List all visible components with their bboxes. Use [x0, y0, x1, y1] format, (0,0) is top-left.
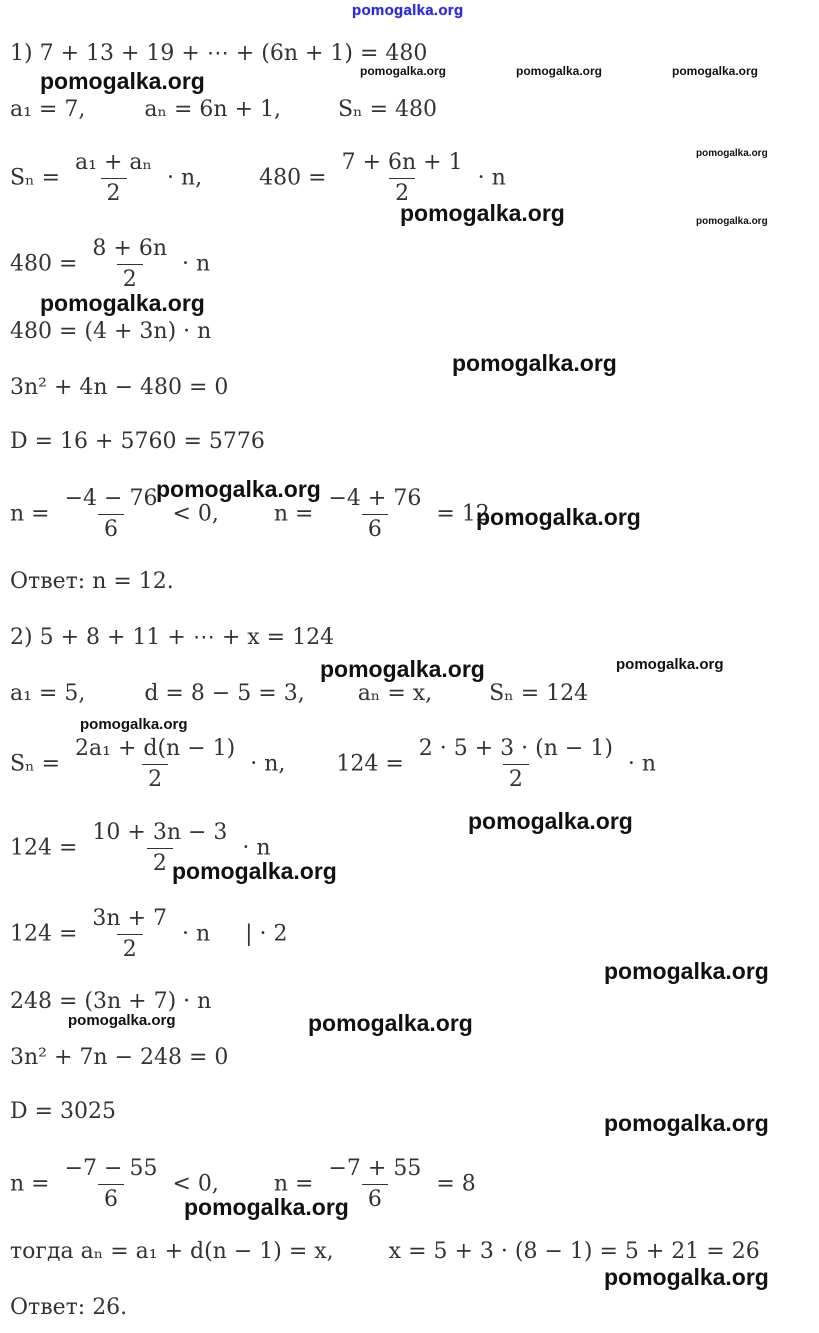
- formula-tail: · n,: [167, 165, 203, 191]
- given-an: aₙ = 6n + 1,: [144, 97, 281, 122]
- fraction-numerator: a₁ + aₙ: [75, 150, 153, 175]
- part2-step4: 248 = (3n + 7) · n: [10, 989, 212, 1014]
- root1-tail: < 0,: [172, 501, 219, 527]
- fraction-numerator: 10 + 3n − 3: [92, 820, 228, 845]
- part1-problem: 1) 7 + 13 + 19 + ⋯ + (6n + 1) = 480: [10, 41, 428, 66]
- fraction-denominator: 2: [142, 764, 168, 793]
- fraction-numerator: −4 + 76: [328, 486, 422, 511]
- root1-fraction: [59, 1156, 164, 1213]
- formula-lhs: Sₙ =: [10, 165, 61, 191]
- fraction-numerator: 2 · 5 + 3 · (n − 1): [418, 736, 613, 761]
- fraction-numerator: −7 + 55: [328, 1156, 422, 1181]
- root2-tail: = 12: [436, 501, 490, 527]
- fraction-numerator: 7 + 6n + 1: [341, 150, 463, 175]
- watermark-text: pomogalka.org: [172, 858, 337, 884]
- fraction-denominator: 2: [117, 934, 143, 963]
- watermark-text: pomogalka.org: [452, 350, 617, 376]
- part2-problem: 2) 5 + 8 + 11 + ⋯ + x = 124: [10, 625, 335, 650]
- part1-given: [10, 96, 437, 124]
- subst-tail: · n: [477, 165, 506, 191]
- part2-step5: 3n² + 7n − 248 = 0: [10, 1045, 229, 1070]
- given-a1: a₁ = 7,: [10, 97, 86, 122]
- watermark-text: pomogalka.org: [476, 504, 641, 530]
- part2-discriminant: D = 3025: [10, 1099, 117, 1124]
- fraction-denominator: 2: [147, 848, 173, 877]
- root-lhs: n =: [273, 501, 314, 527]
- fraction-numerator: 8 + 6n: [92, 236, 168, 261]
- root2-fraction: [323, 486, 428, 543]
- watermark-text: pomogalka.org: [360, 64, 447, 78]
- calc-expression: x = 5 + 3 · (8 − 1) = 5 + 21 = 26: [388, 1239, 760, 1264]
- fraction-denominator: 6: [98, 514, 124, 543]
- watermark-text: pomogalka.org: [308, 1010, 473, 1036]
- given-d: d = 8 − 5 = 3,: [144, 681, 305, 706]
- fraction-numerator: −7 − 55: [64, 1156, 158, 1181]
- root-lhs: n =: [10, 501, 50, 527]
- part2-given: [10, 680, 588, 708]
- watermark-text: pomogalka.org: [516, 64, 603, 78]
- given-sn: Sₙ = 480: [338, 97, 437, 122]
- subst-fraction: [336, 150, 469, 207]
- subst-lhs: 124 =: [336, 751, 404, 777]
- root1-fraction: [59, 486, 164, 543]
- part2-then: [10, 1238, 760, 1266]
- watermark-text: pomogalka.org: [156, 476, 321, 502]
- part1-answer: Ответ: n = 12.: [10, 569, 174, 594]
- subst-tail: · n: [627, 751, 657, 777]
- part1-step2: [10, 236, 210, 293]
- watermark-text: pomogalka.org: [696, 148, 768, 159]
- fraction-denominator: 6: [362, 514, 388, 543]
- step-tail: · n | · 2: [182, 921, 288, 947]
- fraction-numerator: −4 − 76: [64, 486, 158, 511]
- watermark-text: pomogalka.org: [320, 656, 485, 682]
- watermark-text: pomogalka.org: [616, 656, 724, 673]
- watermark-text: pomogalka.org: [400, 200, 565, 226]
- root1-tail: < 0,: [172, 1171, 219, 1197]
- step-tail: · n: [242, 835, 271, 861]
- formula-fraction: [69, 150, 158, 207]
- root-lhs: n =: [273, 1171, 314, 1197]
- fraction-denominator: 6: [362, 1184, 388, 1213]
- step-lhs: 480 =: [10, 251, 78, 277]
- watermark-text: pomogalka.org: [40, 68, 205, 94]
- fraction-denominator: 2: [503, 764, 529, 793]
- fraction-numerator: 3n + 7: [92, 906, 168, 931]
- root2-tail: = 8: [436, 1171, 476, 1197]
- subst-lhs: 480 =: [259, 165, 327, 191]
- step-tail: · n: [182, 251, 211, 277]
- watermark-text: pomogalka.org: [604, 958, 769, 984]
- watermark-text: pomogalka.org: [672, 64, 759, 78]
- root-lhs: n =: [10, 1171, 50, 1197]
- part1-step3: 480 = (4 + 3n) · n: [10, 319, 212, 344]
- fraction-denominator: 2: [117, 264, 143, 293]
- given-an: aₙ = x,: [357, 681, 433, 706]
- fraction-denominator: 6: [98, 1184, 124, 1213]
- step-lhs: 124 =: [10, 835, 78, 861]
- top-watermark: pomogalka.org: [352, 2, 464, 19]
- formula-lhs: Sₙ =: [10, 751, 61, 777]
- formula-fraction: [69, 736, 241, 793]
- part2-formula: [10, 736, 656, 793]
- then-expression: тогда aₙ = a₁ + d(n − 1) = x,: [10, 1239, 334, 1264]
- subst-fraction: [413, 736, 619, 793]
- watermark-text: pomogalka.org: [604, 1110, 769, 1136]
- part1-discriminant: D = 16 + 5760 = 5776: [10, 429, 265, 454]
- given-a1: a₁ = 5,: [10, 681, 86, 706]
- part2-step3: [10, 906, 288, 963]
- watermark-text: pomogalka.org: [68, 1012, 176, 1029]
- part2-answer: Ответ: 26.: [10, 1295, 128, 1320]
- fraction-numerator: 2a₁ + d(n − 1): [75, 736, 236, 761]
- fraction-denominator: 2: [389, 178, 415, 207]
- watermark-text: pomogalka.org: [184, 1194, 349, 1220]
- watermark-text: pomogalka.org: [604, 1264, 769, 1290]
- step-lhs: 124 =: [10, 921, 78, 947]
- watermark-text: pomogalka.org: [80, 716, 188, 733]
- given-sn: Sₙ = 124: [489, 681, 589, 706]
- formula-tail: · n,: [250, 751, 286, 777]
- part1-formula: [10, 150, 506, 207]
- step-fraction: [86, 906, 173, 963]
- watermark-text: pomogalka.org: [468, 808, 633, 834]
- part1-step4: 3n² + 4n − 480 = 0: [10, 375, 229, 400]
- watermark-text: pomogalka.org: [696, 216, 768, 227]
- watermark-text: pomogalka.org: [40, 290, 205, 316]
- fraction-denominator: 2: [101, 178, 127, 207]
- step-fraction: [86, 236, 173, 293]
